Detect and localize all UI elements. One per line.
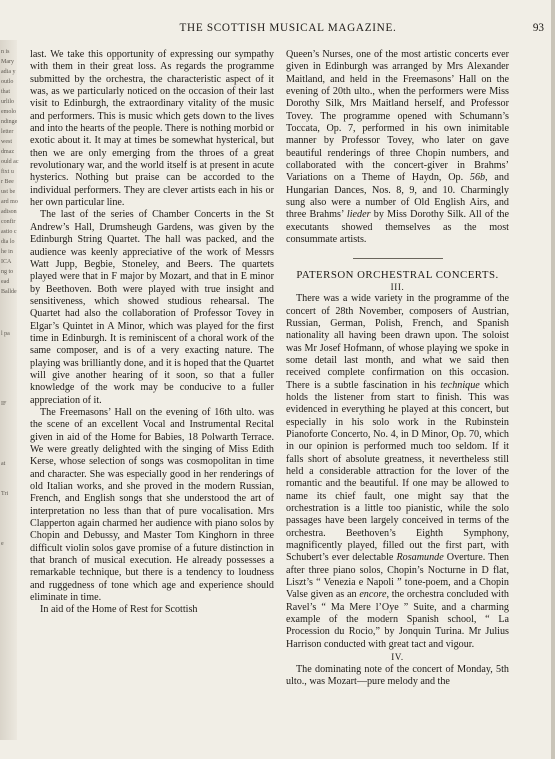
gutter-text-fragment: dmaz (1, 149, 14, 155)
page-number: 93 (532, 22, 544, 34)
gutter-text-fragment: ard mo (1, 199, 18, 205)
gutter-text-fragment: IF (1, 401, 7, 407)
section-heading: PATERSON ORCHESTRAL CONCERTS. (296, 268, 499, 281)
article-paragraph: Queen’s Nurses, one of the most artistic concerts ever given in Edinburgh was arranged by Mrs Alexander Maitland, and held in the Freemasons’ Hall on the evening of 20th ulto., when the performers were Miss Dorothy Silk, Mrs Maitland herself, and Professor Tovey. The programme opened with Schumann’s Toccata, Op. 7, performed in his own inimitable manner by Professor Tovey, who later on gave beautiful renderings of three Chopin numbers, and collaborated with the concert-giver in Brahms’ Variations on a Theme of Haydn, Op. 56b, and Hungarian Dances, Nos. 8, 9, and 10. Charmingly sung also were a number of Old English Airs, and three Brahms’ lieder by Miss Dorothy Silk. All of the executants showed themselves as the most consummate artists. (286, 49, 510, 246)
article-paragraph: The dominating note of the concert of Monday, 5th ulto., was Mozart—pure melody and the (286, 663, 509, 687)
gutter-text-fragment: dia lo (1, 239, 15, 245)
gutter-text-fragment: adison (1, 209, 17, 215)
gutter-text-fragment: ndinge (1, 119, 18, 125)
section-numeral: IV. (391, 652, 404, 663)
gutter-text-fragment: urlilo (1, 99, 14, 105)
gutter-text-fragment: letter (1, 129, 14, 135)
gutter-text-fragment: at (1, 461, 6, 467)
gutter-text-fragment: he in (1, 249, 13, 255)
gutter-text-fragment: n is (1, 49, 10, 55)
gutter-text-fragment: outlo (1, 79, 14, 85)
article-paragraph: There was a wide variety in the programme of the concert of 28th November, composers of Austrian, Russian, German, Polish, French, and Spanish nationality all having been drawn upon. The soloist was Mr Josef Hofmann, of whose playing we spoke in some detail last month, and what we said then received complete confirmation on this occasion. There is a subtle fascination in his technique which holds the listener from start to finish. This was evidenced in everything he played at this concert, but especially in his solo work in the Rubinstein Pianoforte Concerto, No. 4, in D Minor, Op. 70, which in our opinion is performed much too seldom. If it falls short of absolute greatness, it nevertheless still held a considerable attraction for the lover of the romantic and the beautiful. If one may be allowed to name its chief fault, one might say that the orchestration is a little too pianistic, while the solo passages have been largely conceived in terms of the orchestra. Beethoven’s Eighth Symphony, magnificently played, filled out the first part, with Schubert’s ever delectable Rosamunde Overture. Then after three piano solos, Chopin’s Nocturne in D flat, Liszt’s “ Venezia e Napoli ” tone-poem, and a Chopin Valse given as an encore, the orchestra concluded with Ravel’s “ Ma Mere l’Oye ” Suite, and a charming example of the modern Spanish school, “ La Procession du Rocio,” by Jonquin Turina. Mr Julius Harrison conducted with great tact and vigour. (286, 293, 509, 650)
article-paragraph: The Freemasons’ Hall on the evening of 16th ulto. was the scene of an excellent Vocal and Instrumental Recital given in aid of the Home for Babies, 18 Polwarth Terrace. We were greatly delighted with the singing of Miss Edith Kerse, whose selection of songs was cosmopolitan in time and character. She was especially good in her renderings of old Italian works, and she proved in the modern Russian, French, and English songs that she understood the art of interpretation no less than that of pure vocalisation. Mrs Clapperton again charmed her audience with piano solos by Chopin and Debussy, and Master Tom Kinghorn in three difficult violin solos gave promise of a future distinction in that branch of musical execution. He already possesses a remarkable technique, but there is a tendency to loudness and ruggedness of tone which age and experience should eliminate in time. (30, 406, 274, 604)
gutter-text-fragment: e (1, 541, 4, 547)
article-paragraph: In aid of the Home of Rest for Scottish (40, 604, 198, 616)
gutter-text-fragment: fixt u (1, 169, 14, 175)
gutter-text-fragment: that (1, 89, 10, 95)
facing-page-gutter (0, 40, 17, 740)
gutter-text-fragment: astio c (1, 229, 17, 235)
gutter-text-fragment: adia y (1, 69, 16, 75)
magazine-title: THE SCOTTISH MUSICAL MAGAZINE. (179, 22, 397, 34)
gutter-text-fragment: Tri (1, 491, 9, 497)
gutter-text-fragment: ould ac (1, 159, 19, 165)
gutter-text-fragment: ng to (1, 269, 14, 275)
gutter-text-fragment: confir (1, 219, 16, 225)
gutter-text-fragment: Ballde (1, 289, 17, 295)
gutter-text-fragment: r Bee (1, 179, 14, 185)
section-numeral: III. (390, 281, 405, 292)
gutter-text-fragment: l pa (1, 331, 10, 337)
running-header (30, 22, 546, 36)
gutter-text-fragment: Mary (1, 59, 14, 65)
section-divider (353, 258, 443, 259)
article-paragraph: The last of the series of Chamber Concerts in the St Andrew’s Hall, Drumsheugh Gardens, was given by the Edinburgh String Quartet. The hall was packed, and the audience was keenly appreciative of the work of Messrs Watt Jupp, Begbie, Stoneley, and Beers. The quartets played were that in F major by Mozart, and that in E minor by Beethoven. Both were played with true insight and sensitiveness, which showed studious rehearsal. The Quartet had also the collaboration of Professor Tovey in Elgar’s Quintet in A Minor, which was played for the first time in Edinburgh. It is reminiscent of a choral work of the same composer, and is of a very exacting nature. The playing was brilliantly done, and it is hoped that the Quartet will give another hearing of it soon, so that a fuller knowledge of the work may be conducive to a fuller appreciation of it. (30, 209, 274, 406)
gutter-text-fragment: west (1, 139, 12, 145)
article-paragraph: last. We take this opportunity of expressing our sympathy with them in their great loss. As regards the programme submitted by the orchestra, the characteristic aspect of it was, as we particularly noticed on the occasion of their last visit to Edinburgh, the extraordinary vitality of the music and performers. This is music which gets down to the lives and into the hearts of the people. There is nothing morbid or exotic about it. It may at times be somewhat hysterical, but then we are only emerging from the throes of a great revolutionary war, and the world itself is at present in acute hysterics. Nothing but praise can be accorded to the individual performers. They are clever artists each in his or her own particular line. (30, 49, 274, 209)
right-column (286, 49, 509, 688)
gutter-text-fragment: emolo (1, 109, 16, 115)
page-edge (551, 0, 555, 759)
gutter-text-fragment: ead (1, 279, 10, 285)
gutter-text-fragment: ICA (1, 259, 12, 265)
left-column (30, 49, 274, 617)
gutter-text-fragment: ust be (1, 189, 16, 195)
